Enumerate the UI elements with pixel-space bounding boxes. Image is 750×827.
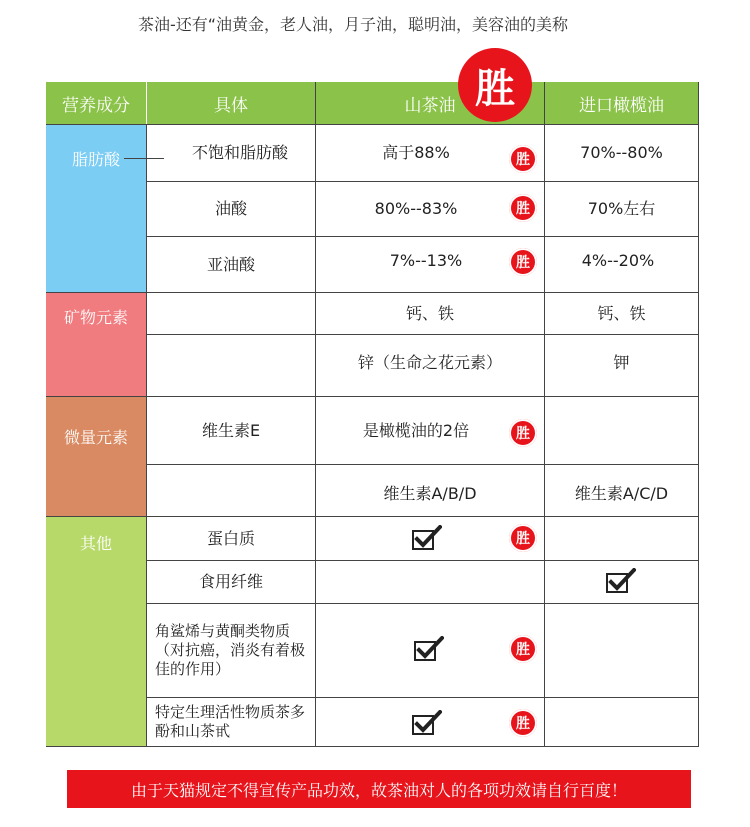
- check-icon: [606, 568, 636, 594]
- win-badge: 胜: [509, 194, 537, 222]
- row4-camellia: 钙、铁: [405, 303, 454, 323]
- header-detail: 具体: [147, 82, 315, 124]
- row10-item: 角鲨烯与黄酮类物质（对抗癌，消炎有着极佳的作用）: [155, 622, 306, 678]
- row1-olive: 70%--80%: [580, 143, 663, 162]
- row3-camellia: 7%--13%: [389, 251, 463, 270]
- row11-item: 特定生理活性物质茶多酚和山茶甙: [155, 703, 306, 740]
- row5-camellia: 锌（生命之花元素）: [357, 353, 502, 372]
- win-badge: 胜: [509, 419, 537, 447]
- row3-item: 亚油酸: [206, 254, 255, 274]
- row5-item: [147, 335, 315, 396]
- row4-item: [147, 293, 315, 334]
- row3-olive: 4%--20%: [581, 251, 655, 270]
- row7-camellia: 维生素A/B/D: [383, 484, 477, 503]
- category-trace-label: 微量元素: [63, 428, 128, 447]
- category-other-label: 其他: [79, 534, 112, 553]
- win-badge: 胜: [509, 635, 537, 663]
- row6-olive: [545, 397, 698, 464]
- win-badge: 胜: [509, 709, 537, 737]
- row7-olive: 维生素A/C/D: [574, 484, 669, 503]
- row7-item: [147, 465, 315, 516]
- header-camellia-oil: 山茶油: [316, 82, 544, 124]
- row9-item: 食用纤维: [198, 572, 263, 591]
- row4-olive: 钙、铁: [597, 303, 646, 323]
- row6-camellia: 是橄榄油的2倍: [362, 420, 470, 440]
- row2-item: 油酸: [214, 199, 247, 218]
- page-title: 茶油-还有“油黄金，老人油，月子油，聪明油，美容油的美称: [137, 15, 569, 34]
- row2-camellia: 80%--83%: [374, 199, 458, 218]
- category-mineral-block: [46, 293, 146, 396]
- category-fatty-acid-block: [46, 125, 146, 292]
- row8-item: 蛋白质: [206, 528, 255, 548]
- category-mineral-label: 矿物元素: [63, 308, 128, 327]
- category-trace-block: [46, 397, 146, 516]
- header-nutrient: 营养成分: [46, 82, 146, 124]
- win-badge: 胜: [509, 524, 537, 552]
- row6-item: 维生素E: [201, 420, 261, 440]
- connector-line: [124, 158, 164, 159]
- row1-item: 不饱和脂肪酸: [191, 143, 288, 162]
- big-win-badge: 胜: [458, 48, 532, 122]
- row5-olive: 钾: [613, 353, 630, 372]
- check-icon: [412, 710, 442, 736]
- win-badge: 胜: [509, 145, 537, 173]
- check-icon: [414, 636, 444, 662]
- check-icon: [412, 525, 442, 551]
- row1-camellia: 高于88%: [382, 143, 450, 162]
- grid-hline: [46, 746, 699, 747]
- category-other-block: [46, 517, 146, 747]
- win-badge: 胜: [509, 248, 537, 276]
- row2-olive: 70%左右: [587, 199, 656, 218]
- header-olive-oil: 进口橄榄油: [545, 82, 698, 124]
- category-fatty-acid-label: 脂肪酸: [71, 150, 120, 169]
- footer-notice: 由于天猫规定不得宣传产品功效，故茶油对人的各项功效请自行百度！: [67, 770, 691, 808]
